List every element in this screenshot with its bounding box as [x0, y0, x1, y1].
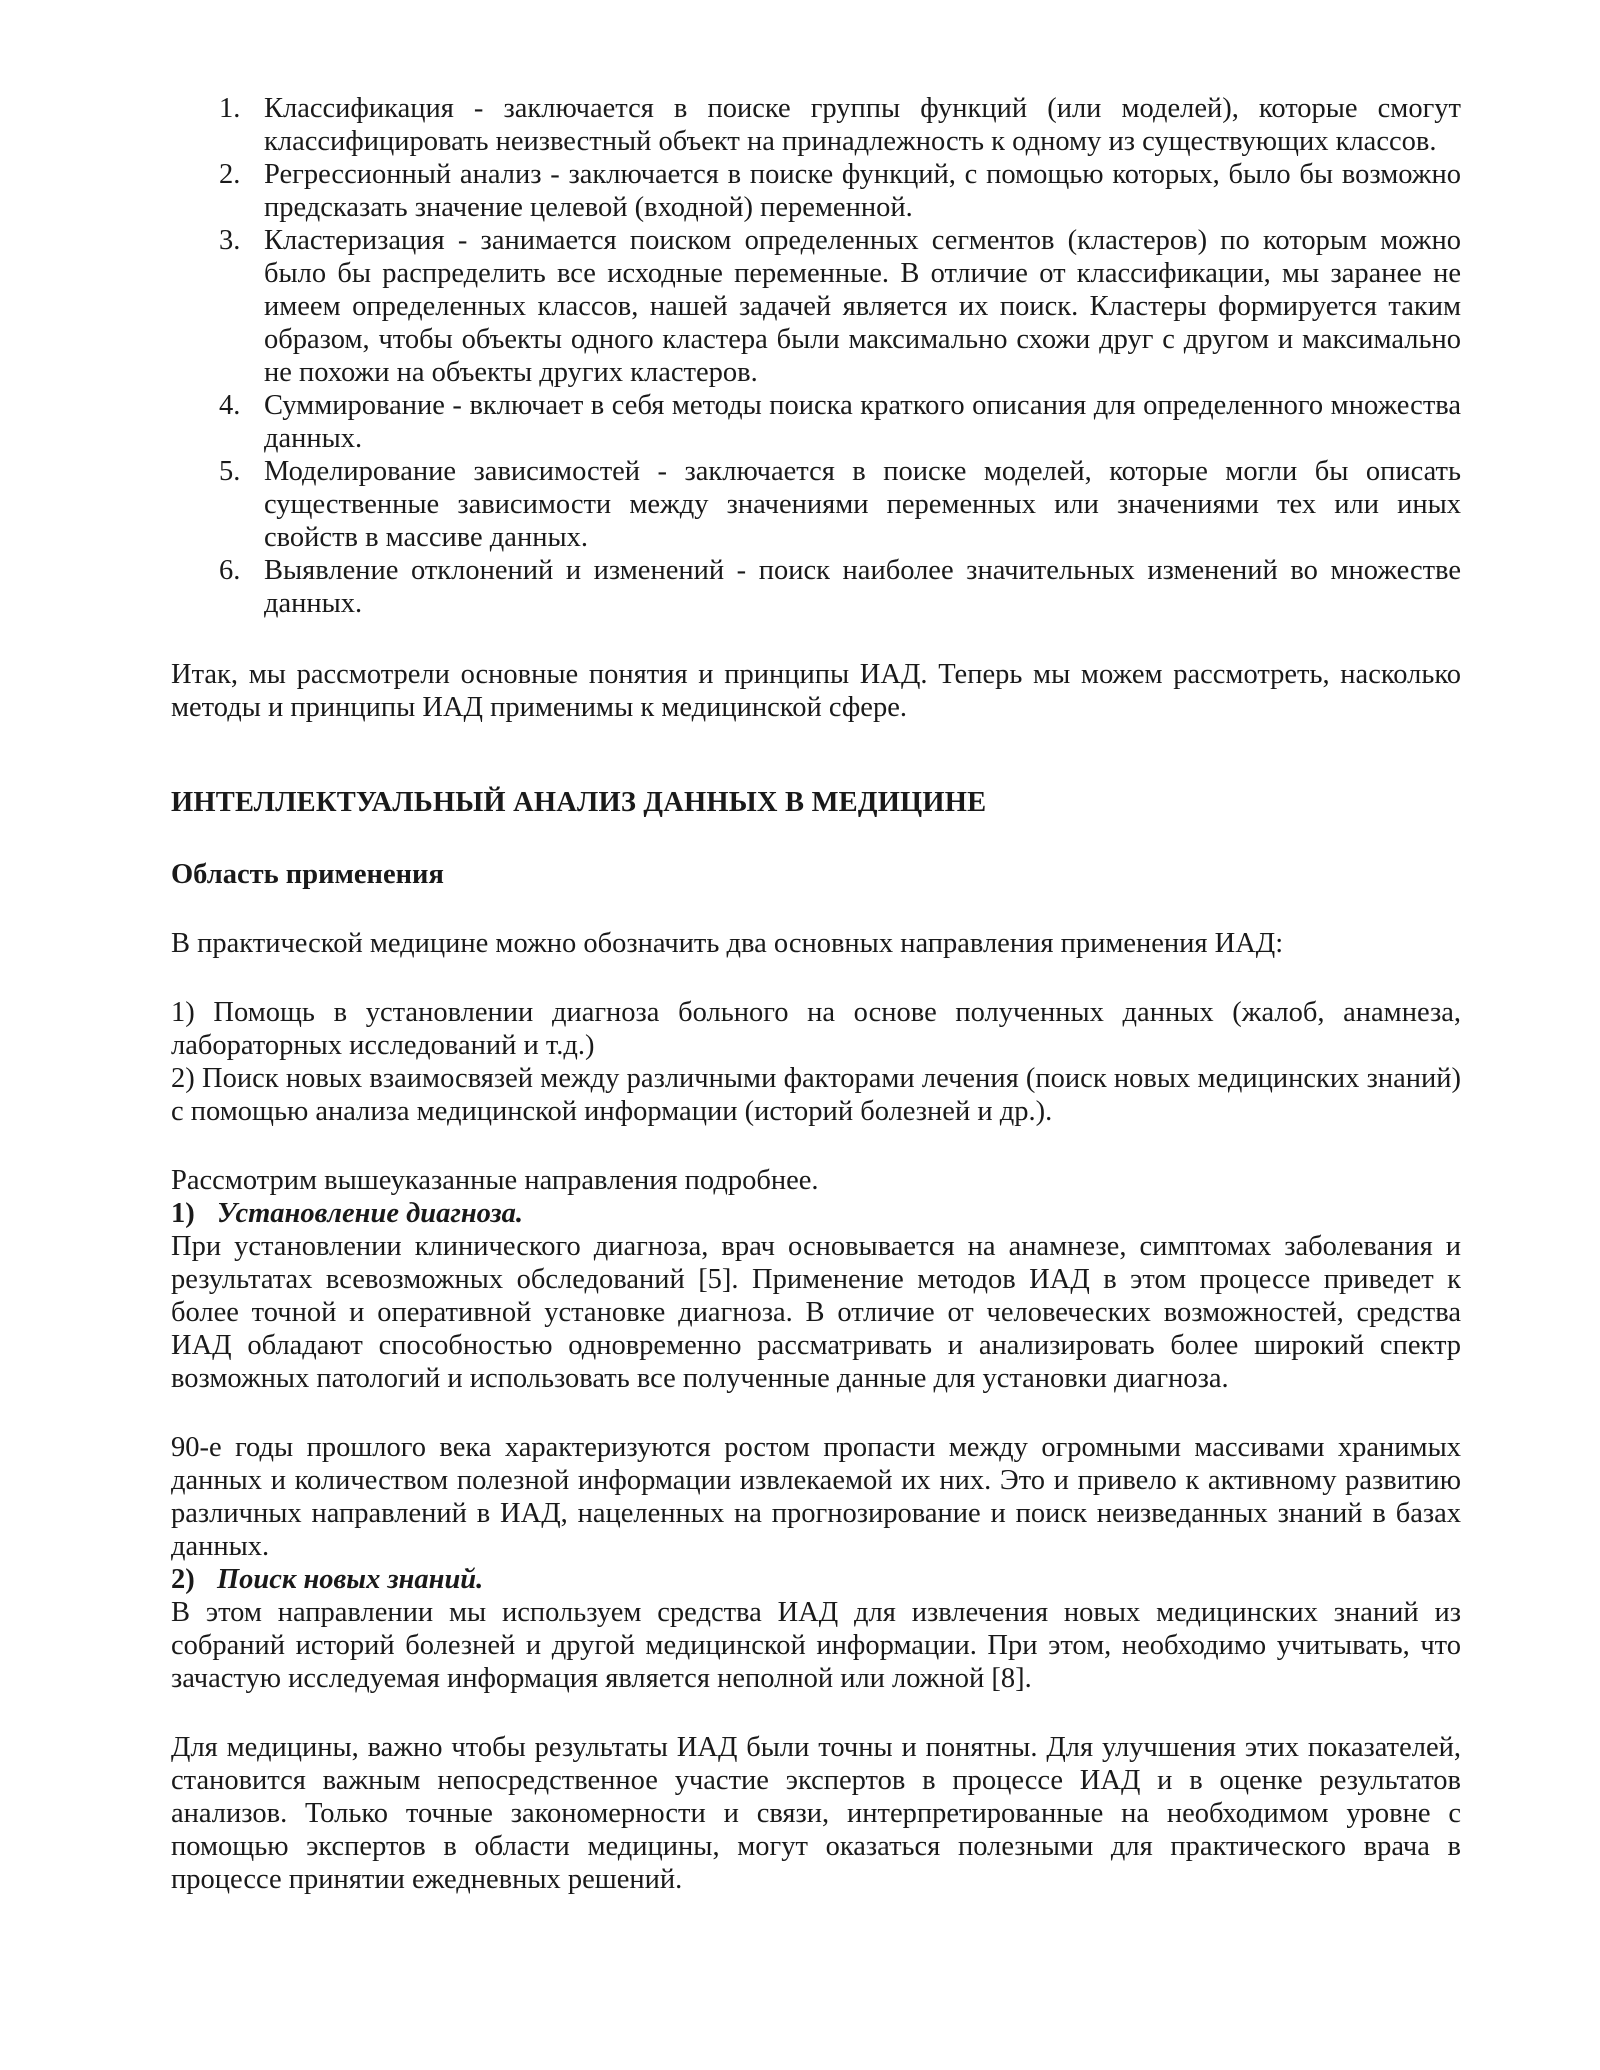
knowledge-heading-title: Поиск новых знаний. — [217, 1564, 484, 1595]
knowledge-heading-number: 2) — [171, 1564, 195, 1595]
diagnosis-heading-title: Установление диагноза. — [217, 1198, 524, 1229]
list-item — [171, 389, 1461, 455]
summary-paragraph: Итак, мы рассмотрели основные понятия и принципы ИАД. Теперь мы можем рассмотреть, насколько методы и принципы ИАД применимы к медицинской сфере. — [171, 659, 1461, 723]
list-item-number: 3. — [219, 225, 241, 256]
list-item-text: Классификация - заключается в поиске группы функций (или моделей), которые смогут классифицировать неизвестный объект на принадлежность к одному из существующих классов. — [264, 93, 1461, 157]
section-title: ИНТЕЛЛЕКТУАЛЬНЫЙ АНАЛИЗ ДАННЫХ В МЕДИЦИНЕ — [171, 787, 987, 818]
list-item — [171, 554, 1461, 620]
list-item-text: Моделирование зависимостей - заключается в поиске моделей, которые могли бы описать существенные зависимости между значениями переменных или значениями тех или иных свойств в массиве данных. — [264, 456, 1461, 553]
list-item-number: 5. — [219, 456, 241, 487]
list-item-number: 2. — [219, 159, 241, 190]
diagnosis-paragraph: 90-е годы прошлого века характеризуются ростом пропасти между огромными массивами хранимых данных и количеством полезной информации извлекаемой их них. Это и привело к активному развитию различных направлений в ИАД, нацеленных на прогнозирование и поиск неизведанных знаний в базах данных. — [171, 1432, 1461, 1562]
intro-paragraph: В практической медицине можно обозначить два основных направления применения ИАД: — [171, 928, 1284, 959]
direction-item-2: 2) Поиск новых взаимосвязей между различными факторами лечения (поиск новых медицинских знаний) с помощью анализа медицинской информации (историй болезней и др.). — [171, 1063, 1461, 1127]
document-page — [171, 92, 1461, 1896]
list-item — [171, 455, 1461, 554]
list-item — [171, 158, 1461, 224]
knowledge-paragraph: Для медицины, важно чтобы результаты ИАД были точны и понятны. Для улучшения этих показателей, становится важным непосредственное участие экспертов в процессе ИАД и в оценке результатов анализов. Только точные закономерности и связи, интерпретированные на необходимом уровне с помощью экспертов в области медицины, могут оказаться полезными для практического врача в процессе принятии ежедневных решений. — [171, 1732, 1461, 1895]
list-item-text: Регрессионный анализ - заключается в поиске функций, с помощью которых, было бы возможно предсказать значение целевой (входной) переменной. — [264, 159, 1461, 223]
list-item — [171, 92, 1461, 158]
direction-item-1: 1) Помощь в установлении диагноза больного на основе полученных данных (жалоб, анамнеза, лабораторных исследований и т.д.) — [171, 997, 1461, 1061]
diagnosis-heading — [171, 1197, 1461, 1230]
list-item-number: 6. — [219, 555, 241, 586]
subsection-title: Область применения — [171, 859, 444, 890]
list-item-text: Выявление отклонений и изменений - поиск наиболее значительных изменений во множестве данных. — [264, 555, 1461, 619]
details-paragraph: Рассмотрим вышеуказанные направления подробнее. — [171, 1165, 819, 1196]
list-item — [171, 224, 1461, 389]
list-item-text: Суммирование - включает в себя методы поиска краткого описания для определенного множества данных. — [264, 390, 1461, 454]
knowledge-paragraph: В этом направлении мы используем средства ИАД для извлечения новых медицинских знаний из собраний историй болезней и другой медицинской информации. При этом, необходимо учитывать, что зачастую исследуемая информация является неполной или ложной [8]. — [171, 1597, 1461, 1694]
knowledge-heading — [171, 1563, 1461, 1596]
diagnosis-heading-number: 1) — [171, 1198, 195, 1229]
diagnosis-paragraph: При установлении клинического диагноза, врач основывается на анамнезе, симптомах заболевания и результатах всевозможных обследований [5]. Применение методов ИАД в этом процессе приведет к более точной и оперативной установке диагноза. В отличие от человеческих возможностей, средства ИАД обладают способностью одновременно рассматривать и анализировать более широкий спектр возможных патологий и использовать все полученные данные для установки диагноза. — [171, 1231, 1461, 1394]
list-item-number: 4. — [219, 390, 241, 421]
list-item-number: 1. — [219, 93, 241, 124]
list-item-text: Кластеризация - занимается поиском определенных сегментов (кластеров) по которым можно было бы распределить все исходные переменные. В отличие от классификации, мы заранее не имеем определенных классов, нашей задачей является их поиск. Кластеры формируется таким образом, чтобы объекты одного кластера были максимально схожи друг с другом и максимально не похожи на объекты других кластеров. — [264, 225, 1461, 388]
tasks-list — [171, 92, 1461, 620]
